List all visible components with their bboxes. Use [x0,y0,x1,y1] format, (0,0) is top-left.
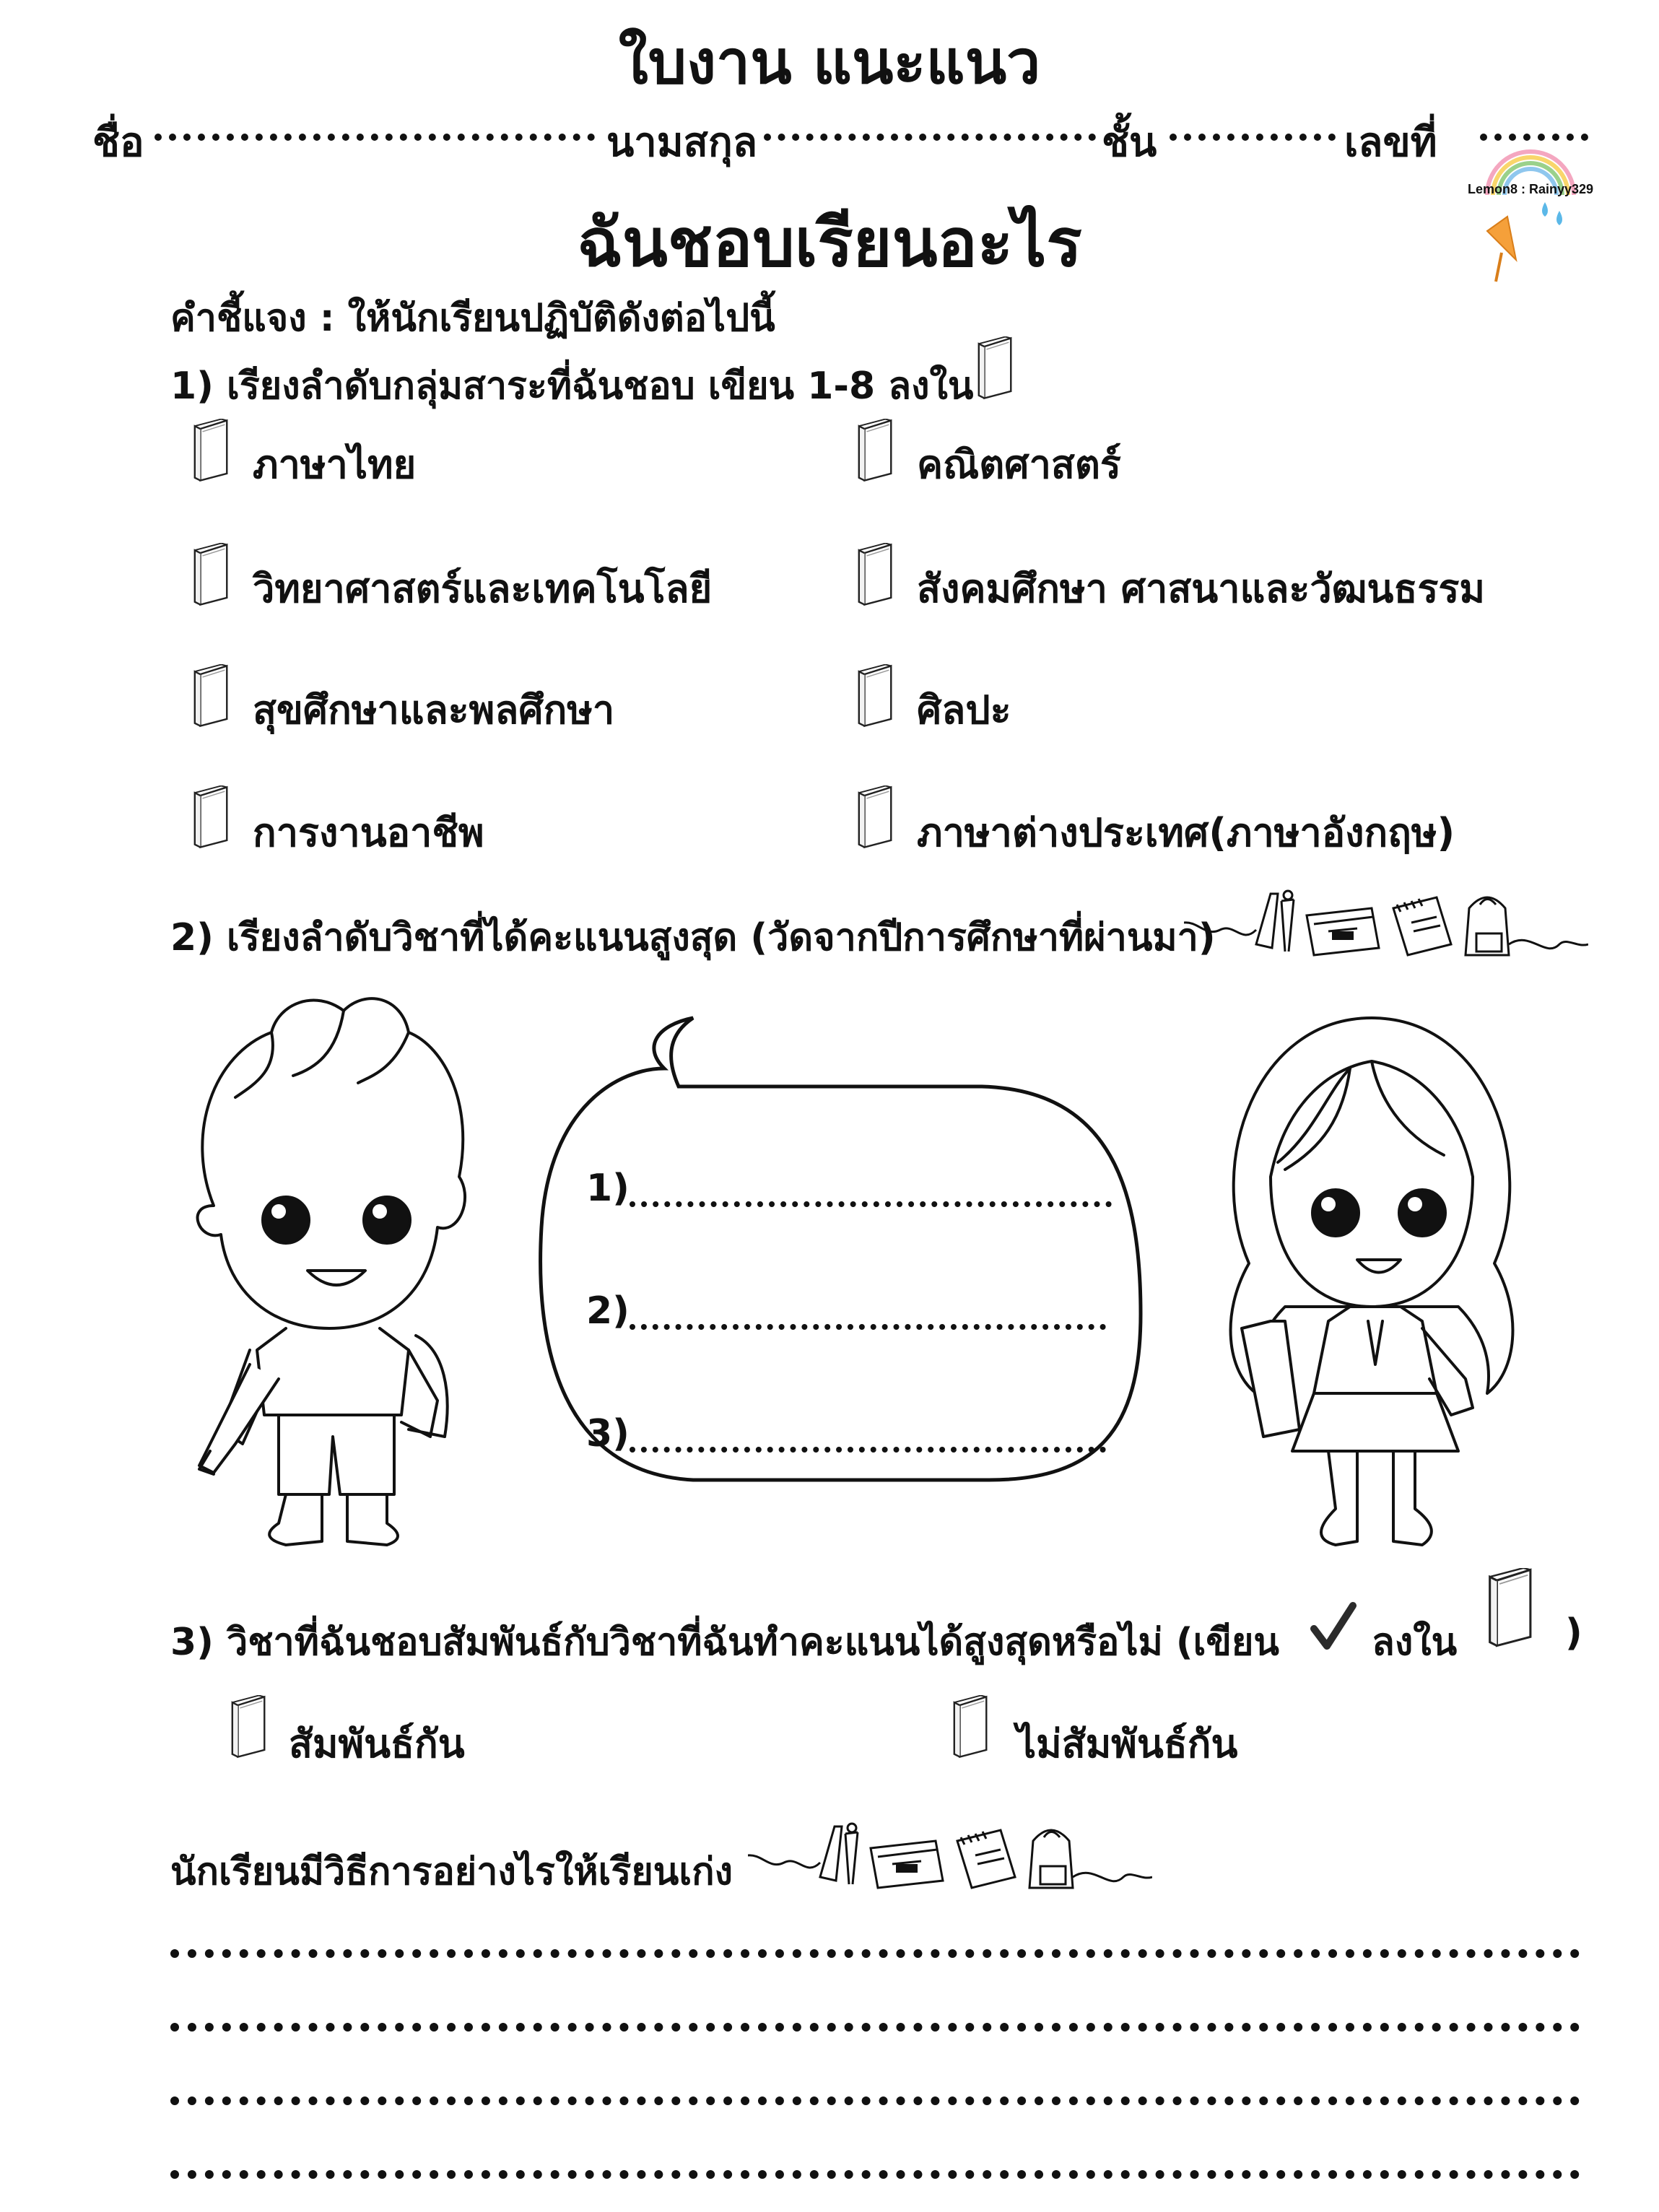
class-field[interactable] [1170,134,1336,141]
worksheet-subtitle: ฉันชอบเรียนอะไร [577,204,1082,282]
book-checkbox-icon[interactable] [855,543,897,606]
rank-label: 1) [586,1167,630,1210]
rank-2-field[interactable] [630,1324,1106,1330]
section3-text: 3) วิชาที่ฉันชอบสัมพันธ์กับวิชาที่ฉันทำคะแนนได้สูงสุดหรือไม่ (เขียน [170,1621,1279,1664]
section4-text: นักเรียนมีวิธีการอย่างไรให้เรียนเก่ง [170,1850,733,1894]
rank-3-field[interactable] [630,1447,1106,1453]
subject-option: สังคมศึกษา ศาสนาและวัฒนธรรม [917,566,1486,611]
answer-line[interactable] [170,2023,1580,2032]
girl-student-illustration [1184,989,1559,1567]
book-checkbox-icon[interactable] [855,419,897,482]
section3-text-end: ) [1565,1611,1582,1655]
section2-text: 2) เรียงลำดับวิชาที่ได้คะแนนสูงสุด (วัดจากปีการศึกษาที่ผ่านมา) [170,916,1216,959]
subject-option: คณิตศาสตร์ [917,442,1121,487]
name-field[interactable] [154,134,595,141]
subject-option: ภาษาต่างประเทศ(ภาษาอังกฤษ) [917,810,1455,855]
book-checkbox-icon[interactable] [191,664,232,728]
book-checkbox-icon[interactable] [191,785,232,849]
subject-option: การงานอาชีพ [253,810,484,855]
rank-label: 2) [586,1289,630,1333]
answer-line[interactable] [170,1949,1580,1958]
check-mark-icon [1310,1598,1357,1656]
book-checkbox-icon[interactable] [228,1695,270,1759]
surname-label: นามสกุล [606,119,758,166]
subject-option: ภาษาไทย [253,442,417,487]
book-checkbox-icon [1484,1568,1538,1647]
number-label: เลขที่ [1344,119,1437,166]
book-checkbox-icon[interactable] [191,419,232,482]
worksheet-title: ใบงาน แนะแนว [618,27,1041,97]
rank-label: 3) [586,1412,630,1455]
section1-text: 1) เรียงลำดับกลุ่มสาระที่ฉันชอบ เขียน 1-8 ลงใน [170,365,974,408]
book-checkbox-icon[interactable] [950,1695,992,1759]
relation-option: สัมพันธ์กัน [289,1721,465,1767]
book-checkbox-icon [975,336,1016,400]
name-label: ชื่อ [92,119,144,166]
number-field[interactable] [1480,134,1588,141]
class-label: ชั้น [1102,119,1157,166]
answer-line[interactable] [170,2170,1580,2179]
book-checkbox-icon[interactable] [191,543,232,606]
subject-option: วิทยาศาสตร์และเทคโนโลยี [253,566,713,611]
watermark-text: Lemon8 : Rainyy329 [1467,182,1594,196]
subject-option: สุขศึกษาและพลศึกษา [253,687,615,733]
answer-line[interactable] [170,2096,1580,2105]
book-checkbox-icon[interactable] [855,785,897,849]
school-supplies-doodle-icon [1184,879,1588,966]
instruction-text: คำชี้แจง : ให้นักเรียนปฏิบัติดังต่อไปนี้ [170,297,775,340]
relation-option: ไม่สัมพันธ์กัน [1016,1721,1238,1767]
section3-text-mid: ลงใน [1372,1621,1458,1664]
book-checkbox-icon[interactable] [855,664,897,728]
rank-1-field[interactable] [630,1201,1112,1207]
school-supplies-doodle-icon [748,1812,1152,1899]
boy-student-illustration [170,989,502,1567]
subject-option: ศิลปะ [917,687,1011,733]
surname-field[interactable] [764,134,1096,141]
